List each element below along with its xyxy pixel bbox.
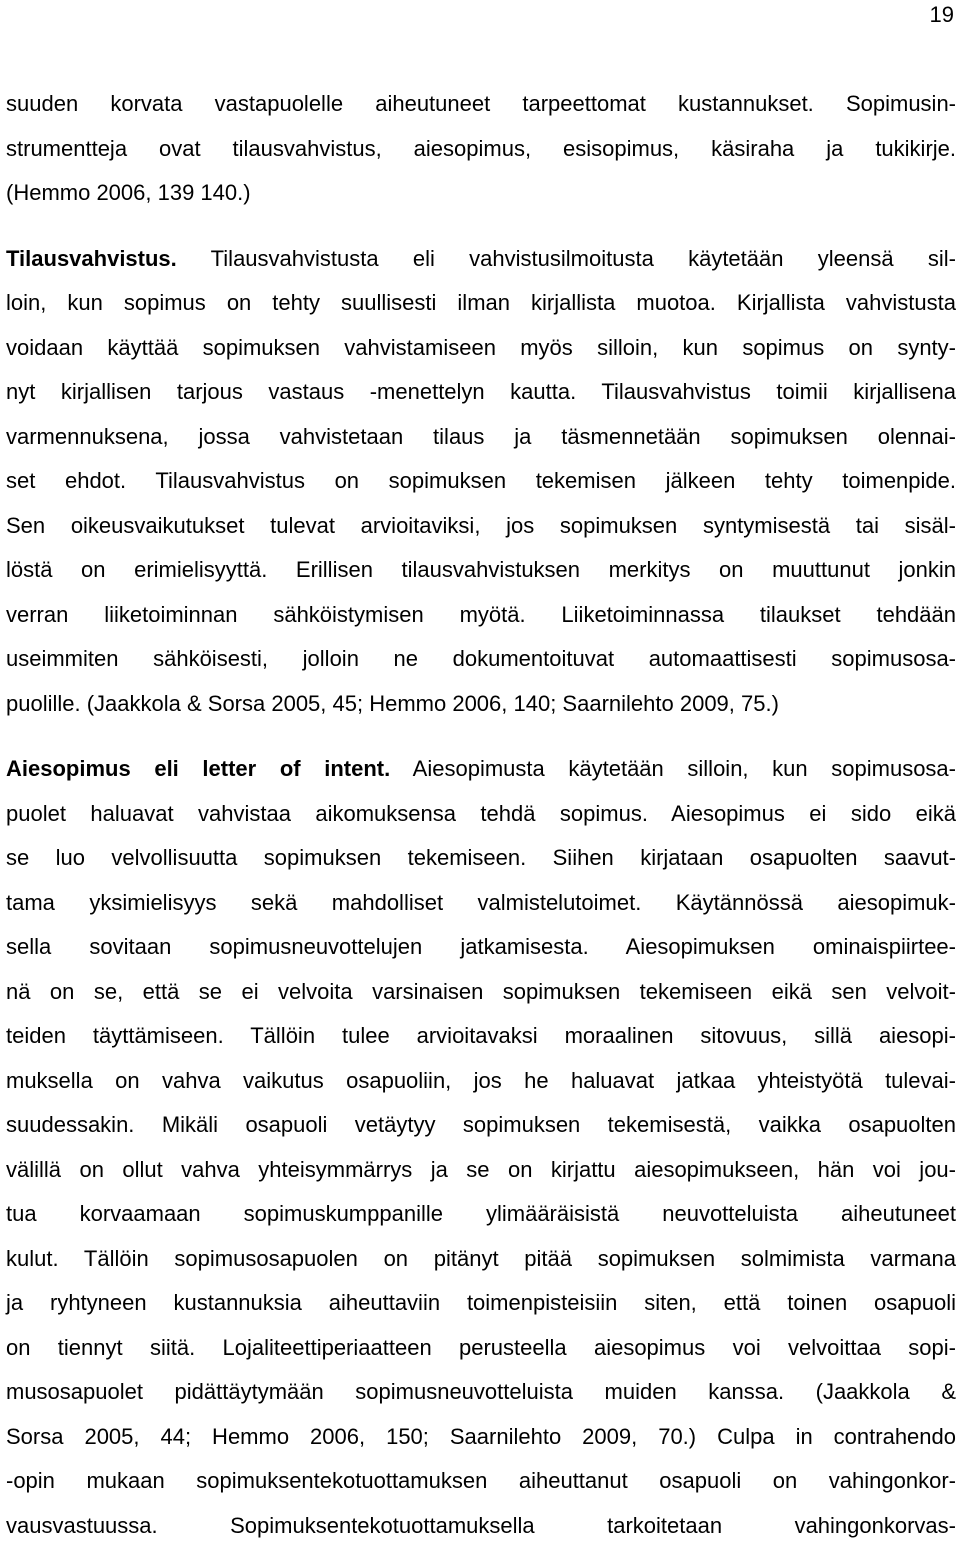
text-line bbox=[6, 637, 956, 682]
text-line bbox=[6, 1504, 956, 1549]
text-line bbox=[6, 747, 956, 792]
line-text: nä on se, että se ei velvoita varsinaisen sopimuksen tekemiseen eikä sen velvoit- bbox=[6, 978, 956, 1004]
text-line bbox=[6, 836, 956, 881]
line-text: set ehdot. Tilausvahvistus on sopimuksen tekemisen jälkeen tehty toimenpide. bbox=[6, 468, 956, 493]
line-text: tama yksimielisyys sekä mahdolliset valmistelutoimet. Käytännössä aiesopimuk- bbox=[6, 889, 956, 915]
text-line bbox=[6, 370, 956, 415]
line-text: nyt kirjallisen tarjous vastaus -menettelyn kautta. Tilausvahvistus toimii kirjallisena bbox=[6, 379, 956, 404]
line-text: voidaan käyttää sopimuksen vahvistamiseen myös silloin, kun sopimus on synty- bbox=[6, 334, 956, 360]
line-text: välillä on ollut vahva yhteisymmärrys ja se on kirjattu aiesopimukseen, hän voi jou- bbox=[6, 1156, 956, 1182]
line-text: vausvastuussa. Sopimuksentekotuottamuksella tarkoitetaan vahingonkorvas- bbox=[6, 1512, 956, 1538]
line-text: Tilausvahvistusta eli vahvistusilmoitusta käytetään yleensä sil- bbox=[176, 245, 956, 271]
line-text: verran liiketoiminnan sähköistymisen myötä. Liiketoiminnassa tilaukset tehdään bbox=[6, 601, 956, 627]
text-line bbox=[6, 1415, 956, 1460]
text-line bbox=[6, 593, 956, 638]
text-line bbox=[6, 1014, 956, 1059]
line-text: Sorsa 2005, 44; Hemmo 2006, 150; Saarnilehto 2009, 70.) Culpa in contrahendo bbox=[6, 1423, 956, 1449]
line-text: löstä on erimielisyyttä. Erillisen tilausvahvistuksen merkitys on muuttunut jonkin bbox=[6, 557, 956, 582]
text-line bbox=[6, 1148, 956, 1193]
bold-heading: Aiesopimus eli letter of intent. bbox=[6, 756, 391, 781]
text-line bbox=[6, 281, 956, 326]
page-number: 19 bbox=[929, 2, 954, 27]
line-text: ja ryhtyneen kustannuksia aiheuttaviin toimenpisteisiin siten, että toinen osapuoli bbox=[6, 1290, 956, 1315]
line-text: tua korvaamaan sopimuskumppanille ylimääräisistä neuvotteluista aiheutuneet bbox=[6, 1201, 956, 1226]
line-text: strumentteja ovat tilausvahvistus, aiesopimus, esisopimus, käsiraha ja tukikirje. bbox=[6, 135, 956, 161]
text-line bbox=[6, 504, 956, 549]
line-text: suuden korvata vastapuolelle aiheutuneet tarpeettomat kustannukset. Sopimusin- bbox=[6, 91, 956, 116]
text-line bbox=[6, 459, 956, 504]
text-line bbox=[6, 925, 956, 970]
text-line bbox=[6, 682, 956, 727]
bold-heading: Tilausvahvistus. bbox=[6, 245, 177, 271]
text-line bbox=[6, 82, 956, 127]
line-text: sella sovitaan sopimusneuvottelujen jatkamisesta. Aiesopimuksen ominaispiirtee- bbox=[6, 934, 956, 959]
line-text: se luo velvollisuutta sopimuksen tekemiseen. Siihen kirjataan osapuolten saavut- bbox=[6, 845, 956, 870]
paragraph bbox=[6, 747, 956, 1548]
paragraph bbox=[6, 82, 956, 216]
paragraph-gap bbox=[6, 216, 956, 237]
document-body bbox=[6, 82, 956, 1548]
text-line bbox=[6, 1281, 956, 1326]
text-line bbox=[6, 792, 956, 837]
text-line bbox=[6, 881, 956, 926]
text-line bbox=[6, 1326, 956, 1371]
text-line bbox=[6, 1103, 956, 1148]
line-text: useimmiten sähköisesti, jolloin ne dokumentoituvat automaattisesti sopimusosa- bbox=[6, 646, 956, 671]
text-line bbox=[6, 970, 956, 1015]
text-line bbox=[6, 1237, 956, 1282]
line-text: kulut. Tällöin sopimusosapuolen on pitänyt pitää sopimuksen solmimista varmana bbox=[6, 1245, 956, 1271]
line-text: muksella on vahva vaikutus osapuoliin, jos he haluavat jatkaa yhteistyötä tulevai- bbox=[6, 1067, 956, 1093]
line-text: Sen oikeusvaikutukset tulevat arvioitaviksi, jos sopimuksen syntymisestä tai sisäl- bbox=[6, 512, 956, 538]
text-line bbox=[6, 548, 956, 593]
text-line bbox=[6, 1370, 956, 1415]
text-line bbox=[6, 1059, 956, 1104]
text-line bbox=[6, 1192, 956, 1237]
line-text: teiden täyttämiseen. Tällöin tulee arvioitavaksi moraalinen sitovuus, sillä aiesopi- bbox=[6, 1023, 956, 1048]
line-text: (Hemmo 2006, 139 140.) bbox=[6, 180, 251, 205]
text-line bbox=[6, 326, 956, 371]
text-line bbox=[6, 127, 956, 172]
line-text: loin, kun sopimus on tehty suullisesti ilman kirjallista muotoa. Kirjallista vahvistusta bbox=[6, 290, 956, 315]
text-line bbox=[6, 1459, 956, 1504]
text-line bbox=[6, 415, 956, 460]
line-text: musosapuolet pidättäytymään sopimusneuvotteluista muiden kanssa. (Jaakkola & bbox=[6, 1379, 956, 1404]
text-line bbox=[6, 171, 956, 216]
line-text: -opin mukaan sopimuksentekotuottamuksen aiheuttanut osapuoli on vahingonkor- bbox=[6, 1468, 956, 1493]
text-line bbox=[6, 237, 956, 282]
line-text: on tiennyt siitä. Lojaliteettiperiaatteen perusteella aiesopimus voi velvoittaa sopi- bbox=[6, 1334, 956, 1360]
line-text: varmennuksena, jossa vahvistetaan tilaus ja täsmennetään sopimuksen olennai- bbox=[6, 423, 956, 449]
paragraph bbox=[6, 237, 956, 727]
line-text: suudessakin. Mikäli osapuoli vetäytyy sopimuksen tekemisestä, vaikka osapuolten bbox=[6, 1112, 956, 1137]
line-text: puolille. (Jaakkola & Sorsa 2005, 45; Hemmo 2006, 140; Saarnilehto 2009, 75.) bbox=[6, 690, 779, 716]
line-text: Aiesopimusta käytetään silloin, kun sopimusosa- bbox=[390, 756, 956, 781]
paragraph-gap bbox=[6, 726, 956, 747]
line-text: puolet haluavat vahvistaa aikomuksensa tehdä sopimus. Aiesopimus ei sido eikä bbox=[6, 800, 956, 826]
